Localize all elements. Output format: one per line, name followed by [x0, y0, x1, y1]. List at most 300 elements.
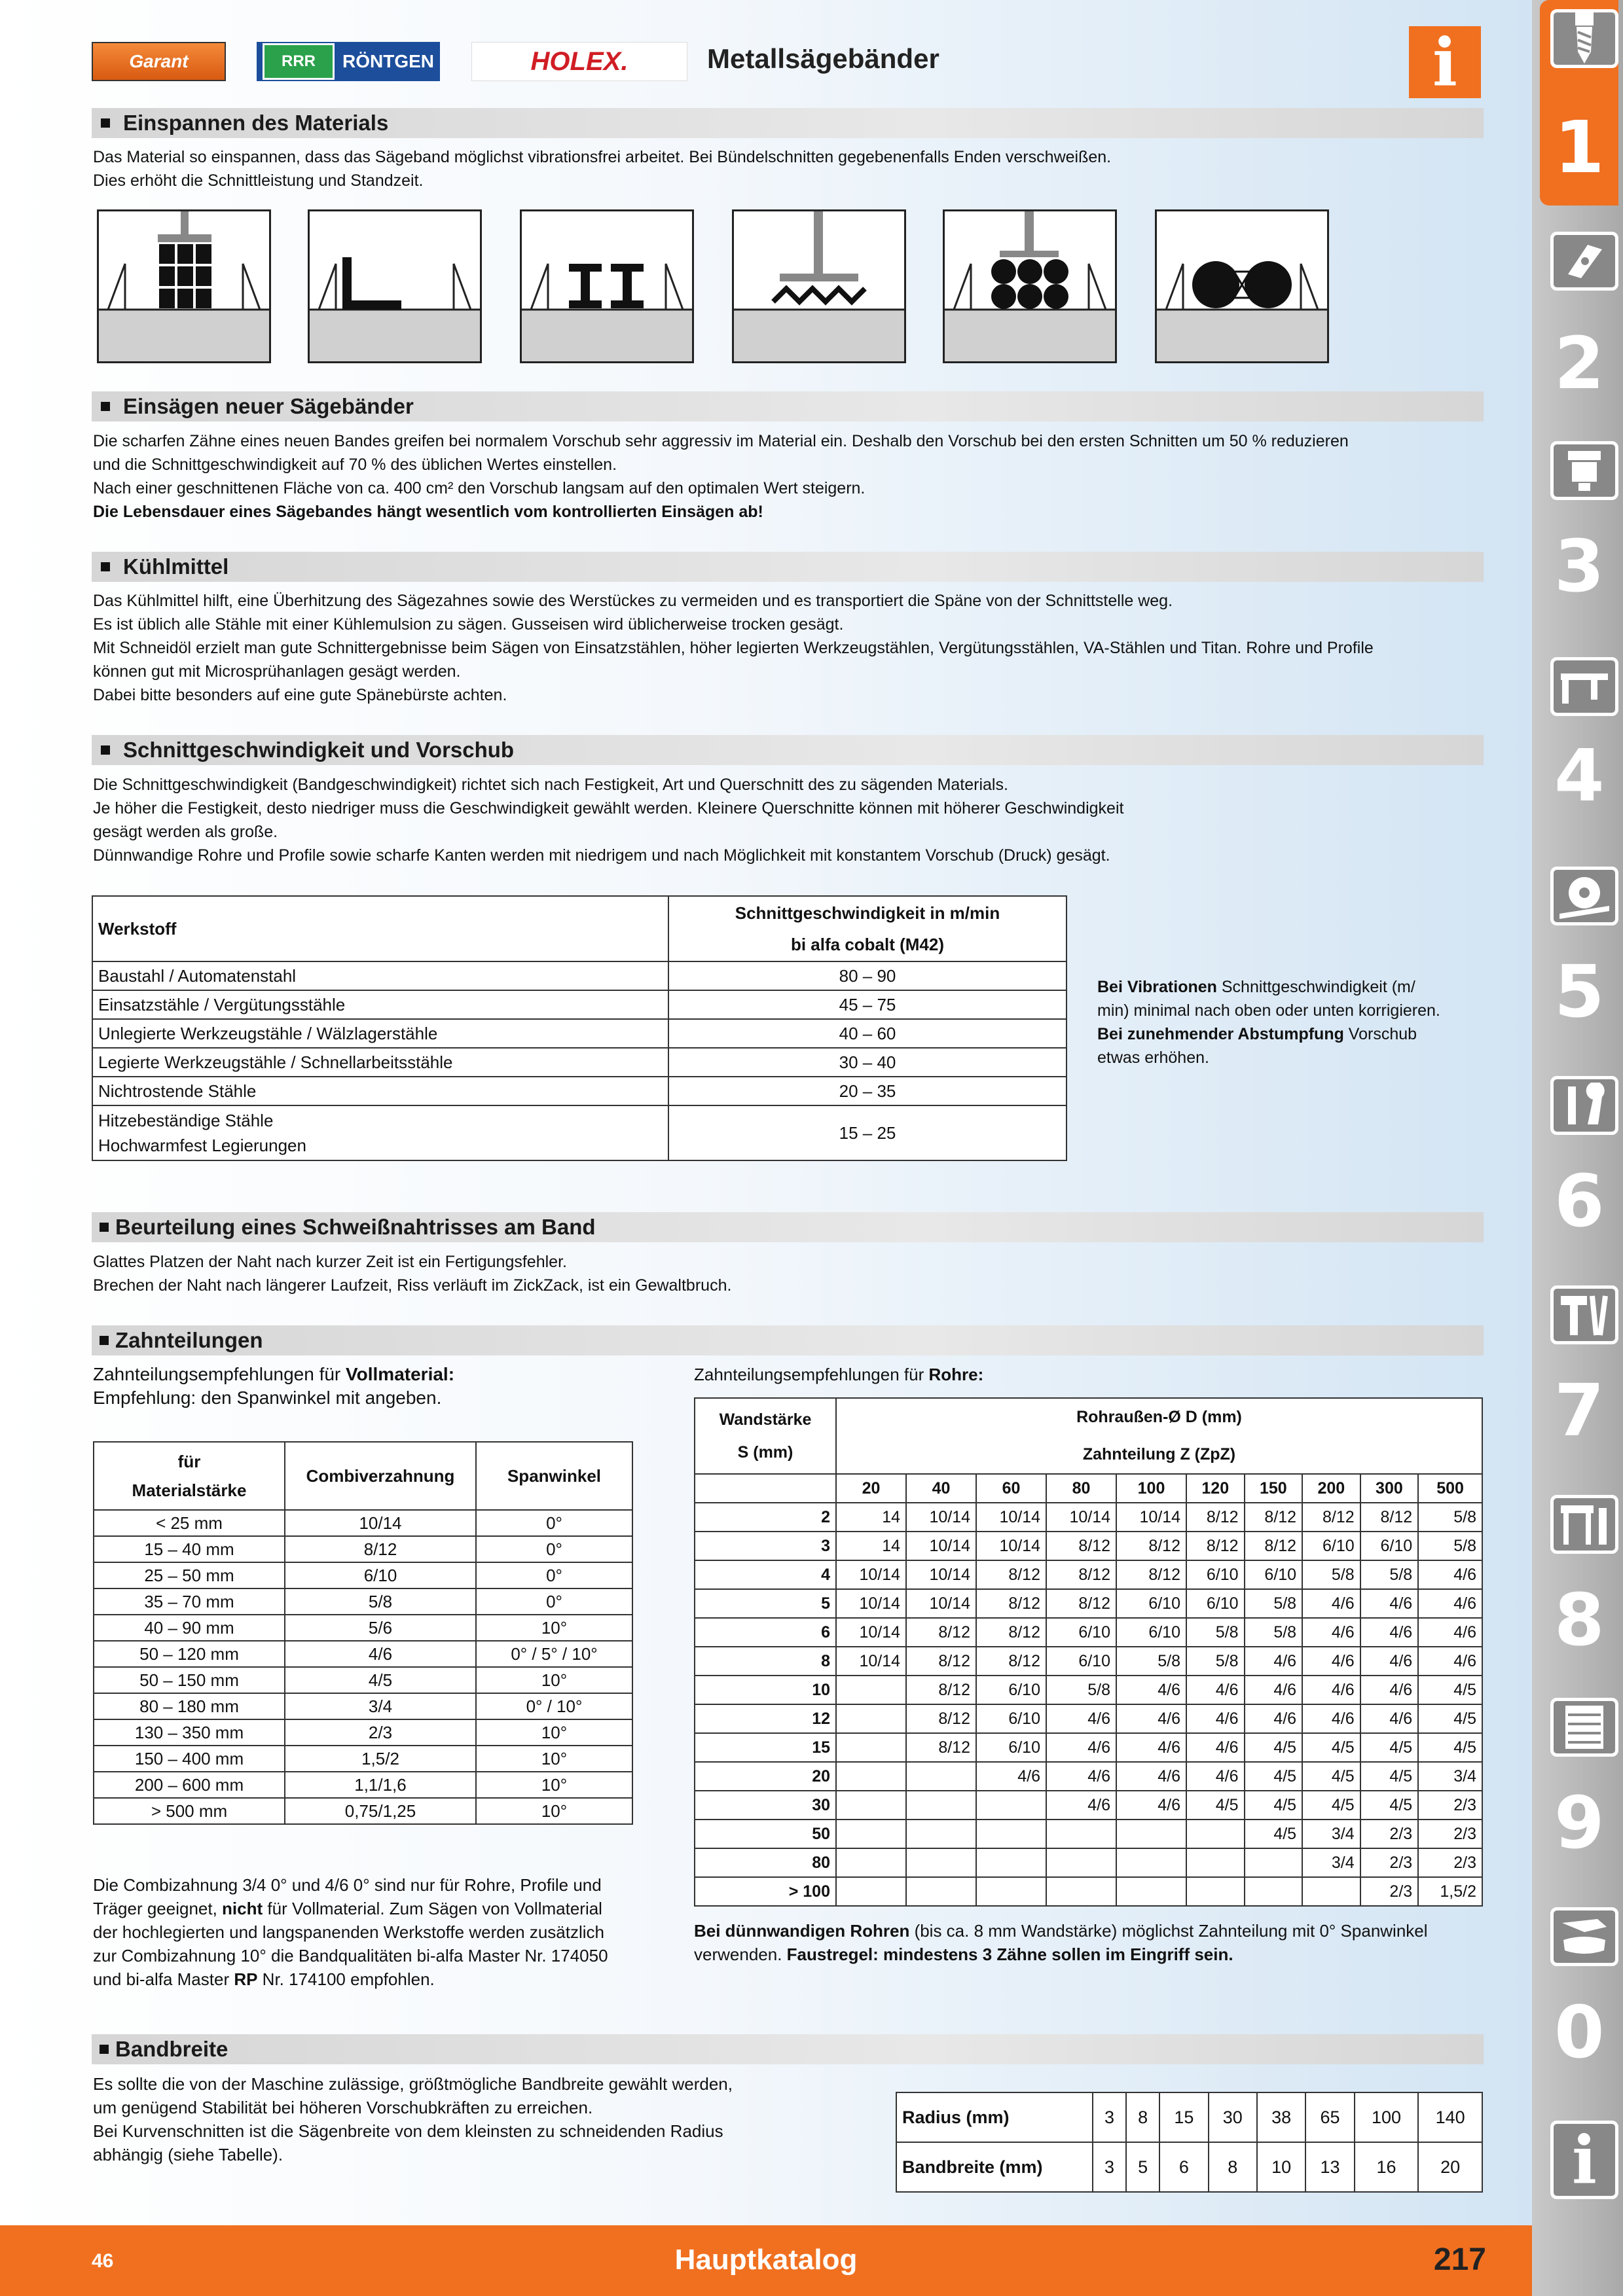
radius-cell: 38	[1257, 2092, 1305, 2142]
diameter-header: 60	[976, 1474, 1046, 1503]
table-cell: 4/6	[1046, 1704, 1116, 1733]
cutting-speed-table	[92, 895, 1067, 1161]
table-cell: 0°	[476, 1536, 632, 1562]
table-row: Nichtrostende Stähle 20 – 35	[92, 1077, 1067, 1105]
table-row	[695, 1503, 1482, 1532]
table-cell	[906, 1877, 976, 1906]
table-cell: 8/12	[1186, 1503, 1245, 1532]
table-cell	[1186, 1877, 1245, 1906]
chapter-number: 3	[1554, 524, 1605, 608]
table-cell: 14	[836, 1532, 906, 1560]
table-cell: 4/5	[1186, 1791, 1245, 1820]
rohre-note: Bei dünnwandigen Rohren (bis ca. 8 mm Wandstärke) möglichst Zahnteilung mit 0° Spanwinkel verwenden. Faustregel: mindestens 3 Zähne sollen im Eingriff sein.	[694, 1921, 1428, 1964]
table-cell	[836, 1762, 906, 1791]
table-cell: 4/6	[1418, 1589, 1482, 1618]
table-cell: 4/6	[1302, 1647, 1360, 1676]
section-heading-schnittgeschwindigkeit: Schnittgeschwindigkeit und Vorschub	[92, 735, 1484, 765]
table-cell: 8/12	[285, 1536, 476, 1562]
wall-thickness-cell: 2	[695, 1503, 836, 1532]
cabinet-icon	[1550, 1698, 1618, 1757]
table-cell: 4/6	[285, 1641, 476, 1667]
table-cell: 0° / 10°	[476, 1693, 632, 1719]
clamping-figure-bundle	[97, 209, 271, 363]
chapter-number: 4	[1554, 734, 1605, 817]
table-cell	[836, 1733, 906, 1762]
table-cell: 10/14	[836, 1589, 906, 1618]
table-row: Legierte Werkzeugstähle / Schnellarbeitsstähle 30 – 40	[92, 1048, 1067, 1077]
table-cell: 8/12	[976, 1560, 1046, 1589]
table-cell	[976, 1791, 1046, 1820]
table-cell	[976, 1877, 1046, 1906]
table-cell: 0°	[476, 1588, 632, 1615]
table-cell: 3/4	[1302, 1848, 1360, 1877]
table-row	[695, 1791, 1482, 1820]
table-cell	[1046, 1848, 1116, 1877]
chapter-number: 8	[1554, 1578, 1605, 1662]
table-header: Zahnteilung Z (ZpZ)	[836, 1436, 1482, 1474]
footer-title: Hauptkatalog	[674, 2244, 858, 2276]
table-cell: 4/6	[1245, 1647, 1303, 1676]
chapter-tab-3[interactable]	[1540, 432, 1618, 637]
table-cell: 4/6	[1186, 1676, 1245, 1704]
section-heading-beurteilung: Beurteilung eines Schweißnahtrisses am Band	[92, 1212, 1484, 1242]
table-row	[94, 1615, 632, 1641]
table-row: Baustahl / Automatenstahl 80 – 90	[92, 961, 1067, 990]
kuehlmittel-text: Das Kühlmittel hilft, eine Überhitzung des Sägezahnes sowie des Werstückes zu vermeiden und es transportiert die Späne von der Schnittstelle weg. Es ist üblich alle Stähle mit einer Kühlemulsion zu sägen. Gusseisen wird üblicherweise trocken gesägt. Mit Schneidöl erzielt man gute Schnittergebnisse beim Sägen von Einsatzstählen, höher legierten Werkzeugstählen, Vergütungsstählen, VA-Stählen und Titan. Rohre und Profile können gut mit Microsprühanlagen gesägt werden. Dabei bitte besonders auf eine gute Spänebürste achten.	[93, 592, 1374, 704]
table-row	[94, 1562, 632, 1588]
table-cell: 0,75/1,25	[285, 1798, 476, 1824]
table-row: Einsatzstähle / Vergütungsstähle 45 – 75	[92, 990, 1067, 1019]
table-cell: 2/3	[1360, 1877, 1419, 1906]
table-cell	[836, 1820, 906, 1848]
chapter-number: 2	[1554, 321, 1605, 405]
table-cell	[1302, 1877, 1360, 1906]
table-cell: 5/8	[1186, 1618, 1245, 1647]
table-cell: 8/12	[906, 1618, 976, 1647]
chapter-sidebar	[1532, 0, 1623, 2296]
table-cell: 10/14	[1046, 1503, 1116, 1532]
table-row	[94, 1510, 632, 1536]
workbench-icon	[1550, 1495, 1618, 1554]
table-cell	[976, 1820, 1046, 1848]
table-cell: 5/8	[1360, 1560, 1419, 1589]
table-cell: 8/12	[906, 1676, 976, 1704]
table-cell: 8/12	[906, 1733, 976, 1762]
table-cell: 10/14	[906, 1560, 976, 1589]
table-cell: 10/14	[906, 1532, 976, 1560]
chapter-number: 1	[1554, 105, 1605, 189]
table-cell: 8/12	[906, 1647, 976, 1676]
clamping-figure-round	[1155, 209, 1329, 363]
table-cell: 8/12	[1302, 1503, 1360, 1532]
bandbreite-cell: 10	[1257, 2142, 1305, 2192]
radius-cell: 65	[1305, 2092, 1354, 2142]
table-cell: 4/6	[1046, 1733, 1116, 1762]
bandbreite-cell: 6	[1159, 2142, 1208, 2192]
clamping-figure-bars	[943, 209, 1117, 363]
table-row	[94, 1693, 632, 1719]
table-cell: 10/14	[906, 1503, 976, 1532]
chapter-tab-info[interactable]	[1540, 2108, 1618, 2219]
table-cell: 4/6	[1186, 1762, 1245, 1791]
section-heading-zahnteilungen: Zahnteilungen	[92, 1325, 1484, 1355]
table-cell: 10°	[476, 1667, 632, 1693]
clamping-figure-angle	[308, 209, 482, 363]
table-cell: 8/12	[976, 1647, 1046, 1676]
schnitt-text: Die Schnittgeschwindigkeit (Bandgeschwindigkeit) richtet sich nach Festigkeit, Art und Querschnitt des zu sägenden Materials. Je höher die Festigkeit, desto niedriger muss die Geschwindigkeit gewählt werden. Kleinere Querschnitte können mit höherer Geschwindigkeit gesägt werden als große. Dünnwandige Rohre und Profile sowie scharfe Kanten werden mit niedrigem und nach Möglichkeit mit konstantem Vorschub (Druck) gesägt.	[93, 776, 1124, 865]
table-cell	[1245, 1848, 1303, 1877]
table-cell: 4/6	[1360, 1589, 1419, 1618]
table-cell: 6/10	[1245, 1560, 1303, 1589]
table-cell: 5/8	[1245, 1589, 1303, 1618]
table-cell: 1,5/2	[285, 1746, 476, 1772]
table-cell: 50 – 150 mm	[94, 1667, 285, 1693]
table-row	[695, 1877, 1482, 1906]
bandbreite-label: Bandbreite (mm)	[896, 2142, 1093, 2192]
table-cell	[906, 1791, 976, 1820]
table-cell	[1245, 1877, 1303, 1906]
table-cell: 4/6	[1116, 1762, 1186, 1791]
chapter-tab-7[interactable]	[1540, 1276, 1618, 1482]
table-cell: 4/5	[1302, 1762, 1360, 1791]
rohre-table	[694, 1397, 1483, 1907]
table-cell: 10/14	[836, 1560, 906, 1589]
table-row	[94, 1798, 632, 1824]
drill-icon	[1550, 9, 1618, 68]
table-cell: 1,5/2	[1418, 1877, 1482, 1906]
vollmaterial-note: Die Combizahnung 3/4 0° und 4/6 0° sind nur für Rohre, Profile und Träger geeignet, nicht für Vollmaterial. Zum Sägen von Vollmaterial der hochlegierten und langspanenden Werkstoffe werden zusätzlich zur Combizahnung 10° die Bandqualitäten bi-alfa Master Nr. 174050 und bi-alfa Master RP Nr. 174100 empfohlen.	[93, 1875, 608, 1989]
table-cell: 8/12	[1116, 1560, 1186, 1589]
table-cell	[1186, 1820, 1245, 1848]
garant-logo: Garant	[92, 42, 226, 81]
table-cell: 5/8	[1418, 1532, 1482, 1560]
page-title: Metallsägebänder	[707, 43, 939, 74]
table-cell: 10/14	[836, 1618, 906, 1647]
diameter-header: 120	[1186, 1474, 1245, 1503]
table-cell: 10/14	[906, 1589, 976, 1618]
table-cell: 4/5	[1302, 1791, 1360, 1820]
diameter-header: 500	[1418, 1474, 1482, 1503]
table-row	[94, 1746, 632, 1772]
wall-thickness-cell: 3	[695, 1532, 836, 1560]
diameter-header: 100	[1116, 1474, 1186, 1503]
table-cell: 2/3	[285, 1719, 476, 1746]
table-cell	[1116, 1820, 1186, 1848]
holex-logo: HOLEX.	[471, 42, 687, 81]
table-row: Unlegierte Werkzeugstähle / Wälzlagerstähle 40 – 60	[92, 1019, 1067, 1048]
table-cell	[836, 1848, 906, 1877]
table-cell: 6/10	[1116, 1589, 1186, 1618]
section-heading-bandbreite: Bandbreite	[92, 2034, 1484, 2064]
table-cell: 10/14	[1116, 1503, 1186, 1532]
chapter-number: 7	[1554, 1369, 1605, 1452]
table-cell: 8/12	[1046, 1560, 1116, 1589]
rohre-intro: Zahnteilungsempfehlungen für Rohre:	[694, 1365, 984, 1384]
table-cell: 8/12	[1046, 1532, 1116, 1560]
table-cell: 3/4	[1302, 1820, 1360, 1848]
table-cell: 8/12	[1245, 1532, 1303, 1560]
table-cell: 4/5	[1245, 1791, 1303, 1820]
table-cell: 80 – 180 mm	[94, 1693, 285, 1719]
table-cell: 5/8	[1302, 1560, 1360, 1589]
table-row	[695, 1560, 1482, 1589]
table-cell	[836, 1791, 906, 1820]
table-cell: 6/10	[1186, 1589, 1245, 1618]
table-cell: 2/3	[1418, 1848, 1482, 1877]
table-cell	[836, 1877, 906, 1906]
vibration-note: Bei Vibrationen Schnittgeschwindigkeit (m/ min) minimal nach oben oder unten korrigieren. Bei zunehmender Abstumpfung Vorschub etwas erhöhen.	[1097, 978, 1440, 1067]
table-cell: 4/6	[1302, 1618, 1360, 1647]
table-cell: 4/5	[285, 1667, 476, 1693]
page-number-left: 46	[92, 2250, 114, 2272]
table-cell: 4/5	[1360, 1733, 1419, 1762]
table-cell: 14	[836, 1503, 906, 1532]
table-cell: 5/8	[1186, 1647, 1245, 1676]
table-row	[695, 1704, 1482, 1733]
table-cell: 10°	[476, 1746, 632, 1772]
table-cell: 2/3	[1418, 1820, 1482, 1848]
rontgen-emblem: RRR	[263, 43, 335, 80]
table-cell: 5/8	[1245, 1618, 1303, 1647]
table-cell: 10°	[476, 1719, 632, 1746]
table-cell: 4/6	[1360, 1704, 1419, 1733]
table-cell	[695, 1474, 836, 1503]
table-cell	[1046, 1877, 1116, 1906]
table-cell: 10/14	[976, 1532, 1046, 1560]
table-cell	[836, 1676, 906, 1704]
chapter-tab-5[interactable]	[1540, 857, 1618, 1063]
chapter-tab-8[interactable]	[1540, 1486, 1618, 1691]
table-cell: 5/8	[285, 1588, 476, 1615]
table-cell: 2/3	[1418, 1791, 1482, 1820]
bandbreite-cell: 13	[1305, 2142, 1354, 2192]
table-row	[94, 1719, 632, 1746]
table-cell: 4/6	[1116, 1676, 1186, 1704]
diameter-header: 40	[906, 1474, 976, 1503]
table-cell: 25 – 50 mm	[94, 1562, 285, 1588]
table-cell	[906, 1848, 976, 1877]
table-cell: 4/6	[1046, 1791, 1116, 1820]
diameter-header: 20	[836, 1474, 906, 1503]
bandbreite-cell: 8	[1209, 2142, 1257, 2192]
table-cell: 10°	[476, 1772, 632, 1798]
wall-thickness-cell: 5	[695, 1589, 836, 1618]
table-cell: 4/6	[1302, 1589, 1360, 1618]
table-cell: 6/10	[1360, 1532, 1419, 1560]
table-cell: 4/6	[1302, 1676, 1360, 1704]
table-cell	[1046, 1820, 1116, 1848]
table-header: Wandstärke S (mm)	[695, 1398, 836, 1474]
table-cell: 8/12	[1046, 1589, 1116, 1618]
table-row	[94, 1536, 632, 1562]
table-cell: 4/6	[1360, 1647, 1419, 1676]
wall-thickness-cell: 8	[695, 1647, 836, 1676]
table-cell: 4/6	[1046, 1762, 1116, 1791]
table-cell: 10/14	[285, 1510, 476, 1536]
table-cell: 1,1/1,6	[285, 1772, 476, 1798]
safety-icon	[1550, 1907, 1618, 1966]
einspannen-text: Das Material so einspannen, dass das Sägeband möglichst vibrationsfrei arbeitet. Bei Bündelschnitten gegebenenfalls Enden verschweißen. Dies erhöht die Schnittleistung und Standzeit.	[93, 148, 1112, 190]
table-row	[695, 1532, 1482, 1560]
chapter-tab-0[interactable]	[1540, 1898, 1618, 2104]
radius-cell: 3	[1093, 2092, 1126, 2142]
table-cell: 4/5	[1418, 1704, 1482, 1733]
page-number-right: 217	[1433, 2242, 1486, 2277]
table-row	[94, 1772, 632, 1798]
radius-cell: 100	[1355, 2092, 1419, 2142]
table-cell: 4/6	[1116, 1704, 1186, 1733]
table-cell: 4/6	[1418, 1560, 1482, 1589]
saw-icon	[1550, 867, 1618, 925]
table-cell: 5/8	[1418, 1503, 1482, 1532]
clamping-figure-profile	[732, 209, 906, 363]
bandbreite-cell: 5	[1126, 2142, 1159, 2192]
table-cell: 4/5	[1245, 1762, 1303, 1791]
radius-cell: 30	[1209, 2092, 1257, 2142]
table-row	[94, 1588, 632, 1615]
table-cell: 10°	[476, 1798, 632, 1824]
chapter-tab-6[interactable]	[1540, 1067, 1618, 1272]
wall-thickness-cell: 20	[695, 1762, 836, 1791]
table-cell: 4/5	[1418, 1733, 1482, 1762]
radius-cell: 140	[1418, 2092, 1482, 2142]
table-cell: 4/6	[1245, 1676, 1303, 1704]
table-cell: 4/6	[1116, 1733, 1186, 1762]
chapter-tab-2[interactable]	[1540, 223, 1618, 428]
radius-label: Radius (mm)	[896, 2092, 1093, 2142]
table-cell: 35 – 70 mm	[94, 1588, 285, 1615]
table-header: Spanwinkel	[476, 1442, 632, 1510]
diameter-header: 300	[1360, 1474, 1419, 1503]
wall-thickness-cell: 50	[695, 1820, 836, 1848]
section-heading-einsaegen: Einsägen neuer Sägebänder	[92, 391, 1484, 422]
table-cell: 2/3	[1360, 1820, 1419, 1848]
wall-thickness-cell: 4	[695, 1560, 836, 1589]
table-cell: 5/6	[285, 1615, 476, 1641]
table-cell: 4/6	[976, 1762, 1046, 1791]
beurteilung-text: Glattes Platzen der Naht nach kurzer Zeit ist ein Fertigungsfehler. Brechen der Naht nach längerer Laufzeit, Riss verläuft im ZickZack, ist ein Gewaltbruch.	[93, 1253, 732, 1295]
section-heading-kuehlmittel: Kühlmittel	[92, 552, 1484, 582]
table-cell: 150 – 400 mm	[94, 1746, 285, 1772]
wall-thickness-cell: 6	[695, 1618, 836, 1647]
table-cell: 4/5	[1245, 1820, 1303, 1848]
table-cell: 6/10	[976, 1733, 1046, 1762]
table-cell: 0° / 5° / 10°	[476, 1641, 632, 1667]
table-cell: 4/6	[1360, 1618, 1419, 1647]
chuck-icon	[1550, 441, 1618, 500]
wall-thickness-cell: 15	[695, 1733, 836, 1762]
table-row	[695, 1647, 1482, 1676]
table-cell: 15 – 40 mm	[94, 1536, 285, 1562]
einsaegen-text: Die scharfen Zähne eines neuen Bandes greifen bei normalem Vorschub sehr aggressiv im Material ein. Deshalb den Vorschub bei den ersten Schnitten um 50 % reduzieren und die Schnittgeschwindigkeit auf 70 % des üblichen Wertes einstellen. Nach einer geschnittenen Fläche von ca. 400 cm² den Vorschub langsam auf den optimalen Wert steigern. Die Lebensdauer eines Sägebandes hängt wesentlich vom kontrollierten Einsägen ab!	[93, 432, 1349, 521]
table-cell: 4/6	[1360, 1676, 1419, 1704]
chapter-number: 5	[1554, 950, 1605, 1033]
table-cell: 130 – 350 mm	[94, 1719, 285, 1746]
insert-icon	[1550, 232, 1618, 291]
wall-thickness-cell: > 100	[695, 1877, 836, 1906]
table-cell	[906, 1820, 976, 1848]
wall-thickness-cell: 12	[695, 1704, 836, 1733]
table-row	[695, 1589, 1482, 1618]
table-cell: 4/5	[1418, 1676, 1482, 1704]
page-footer	[0, 2225, 1532, 2296]
table-cell: 2/3	[1360, 1848, 1419, 1877]
table-cell: 6/10	[1186, 1560, 1245, 1589]
table-header: Werkstoff	[92, 896, 668, 961]
chapter-number: 0	[1554, 1990, 1605, 2074]
chapter-number: 9	[1554, 1781, 1605, 1865]
table-cell	[906, 1762, 976, 1791]
table-cell: 4/6	[1186, 1704, 1245, 1733]
table-cell: 4/5	[1302, 1733, 1360, 1762]
radius-cell: 8	[1126, 2092, 1159, 2142]
chapter-tab-9[interactable]	[1540, 1689, 1618, 1894]
caliper-icon	[1550, 657, 1618, 716]
wall-thickness-cell: 10	[695, 1676, 836, 1704]
table-header: Combiverzahnung	[285, 1442, 476, 1510]
chapter-number: 6	[1554, 1159, 1605, 1243]
table-cell: 4/6	[1418, 1618, 1482, 1647]
table-cell: 0°	[476, 1562, 632, 1588]
chapter-tab-4[interactable]	[1540, 648, 1618, 853]
table-cell	[836, 1704, 906, 1733]
bandbreite-cell: 20	[1418, 2142, 1482, 2192]
table-row	[695, 1618, 1482, 1647]
table-row	[695, 1733, 1482, 1762]
chapter-tab-1[interactable]	[1540, 0, 1618, 206]
wall-thickness-cell: 80	[695, 1848, 836, 1877]
diameter-header: 150	[1245, 1474, 1303, 1503]
table-row	[695, 1676, 1482, 1704]
clamping-figure-beam	[520, 209, 694, 363]
table-cell: 6/10	[976, 1704, 1046, 1733]
table-cell: 10°	[476, 1615, 632, 1641]
table-row	[94, 1667, 632, 1693]
table-cell: < 25 mm	[94, 1510, 285, 1536]
table-cell: 4/6	[1302, 1704, 1360, 1733]
table-cell: 4/6	[1418, 1647, 1482, 1676]
table-cell: 10/14	[836, 1647, 906, 1676]
vollmaterial-table	[93, 1441, 633, 1825]
table-header: Schnittgeschwindigkeit in m/min bi alfa cobalt (M42)	[668, 896, 1067, 961]
info-icon: i	[1409, 26, 1481, 98]
table-cell: 6/10	[1046, 1647, 1116, 1676]
bandbreite-cell: 3	[1093, 2142, 1126, 2192]
hammer-icon	[1550, 1285, 1618, 1344]
table-row: Hitzebeständige Stähle Hochwarmfest Legierungen 15 – 25	[92, 1105, 1067, 1160]
table-cell: 6/10	[285, 1562, 476, 1588]
bandbreite-cell: 16	[1355, 2142, 1419, 2192]
table-cell: 4/6	[1116, 1791, 1186, 1820]
table-cell: 3/4	[285, 1693, 476, 1719]
table-header: Rohraußen-Ø D (mm)	[836, 1398, 1482, 1436]
table-cell: 40 – 90 mm	[94, 1615, 285, 1641]
table-cell: 50 – 120 mm	[94, 1641, 285, 1667]
table-cell	[1186, 1848, 1245, 1877]
table-cell: 5/8	[1046, 1676, 1116, 1704]
table-cell: 0°	[476, 1510, 632, 1536]
table-row	[695, 1848, 1482, 1877]
table-cell: 8/12	[976, 1589, 1046, 1618]
page-header	[92, 39, 1480, 84]
rontgen-logo: RRR RÖNTGEN	[257, 42, 440, 81]
diameter-header: 80	[1046, 1474, 1116, 1503]
wrench-icon	[1550, 1076, 1618, 1135]
table-cell: 4/6	[1186, 1733, 1245, 1762]
table-cell: 6/10	[1116, 1618, 1186, 1647]
table-cell: 8/12	[976, 1618, 1046, 1647]
section-heading-einspannen: Einspannen des Materials	[92, 108, 1484, 138]
